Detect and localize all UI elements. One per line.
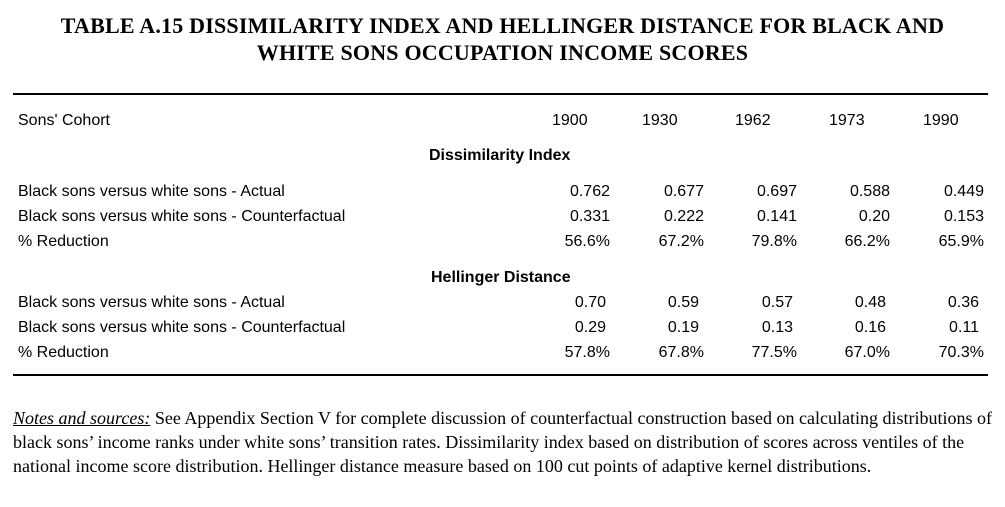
table-cell: 0.19 [667,319,699,336]
table-cell: 67.2% [658,233,704,250]
table-cell: 0.222 [663,208,704,225]
table-cell: 0.16 [854,319,886,336]
row-label: % Reduction [18,233,109,250]
row-label: Black sons versus white sons - Counterfactual [18,208,346,225]
table-title-line-1: TABLE A.15 DISSIMILARITY INDEX AND HELLINGER DISTANCE FOR BLACK AND [60,13,945,38]
notes-text: See Appendix Section V for complete discussion of counterfactual construction based on calculating distributions of black sons’ income ranks under white sons’ transition rates. Dissimilarity index based on distribution of scores across ventiles of the national income score distribution. Hellinger distance measure based on 100 cut points of adaptive kernel distributions. [13,408,992,476]
table-cell: 0.588 [849,183,890,200]
header-label: Sons' Cohort [18,112,110,129]
section-heading-hellinger: Hellinger Distance [431,269,571,286]
table-cell: 0.449 [943,183,984,200]
table-cell: 0.36 [947,294,979,311]
year-header: 1990 [923,112,959,129]
table-cell: 0.20 [858,208,890,225]
table-title [0,12,1005,66]
top-rule [13,93,988,95]
row-label: Black sons versus white sons - Counterfactual [18,319,346,336]
table-cell: 67.0% [844,344,890,361]
table-cell: 0.762 [569,183,610,200]
table-cell: 0.677 [663,183,704,200]
notes-and-sources [13,406,993,478]
table-cell: 0.11 [949,319,979,336]
table-cell: 79.8% [751,233,797,250]
row-label: Black sons versus white sons - Actual [18,183,285,200]
table-cell: 0.48 [854,294,886,311]
table-cell: 0.57 [761,294,793,311]
table-cell: 0.59 [667,294,699,311]
year-header: 1973 [829,112,865,129]
table-cell: 0.697 [756,183,797,200]
row-label: Black sons versus white sons - Actual [18,294,285,311]
table-cell: 70.3% [938,344,984,361]
table-cell: 0.331 [569,208,610,225]
table-cell: 67.8% [658,344,704,361]
table-cell: 66.2% [844,233,890,250]
section-heading-dissimilarity: Dissimilarity Index [429,147,571,164]
table-cell: 0.70 [574,294,606,311]
year-header: 1900 [552,112,588,129]
table-cell: 0.13 [761,319,793,336]
table-cell: 77.5% [751,344,797,361]
table-cell: 0.141 [756,208,797,225]
table-title-line-2: WHITE SONS OCCUPATION INCOME SCORES [256,40,749,65]
year-header: 1962 [735,112,771,129]
table-cell: 65.9% [938,233,984,250]
table-cell: 0.153 [943,208,984,225]
row-label: % Reduction [18,344,109,361]
table-cell: 56.6% [564,233,610,250]
bottom-rule [13,374,988,376]
notes-heading: Notes and sources: [13,408,151,428]
year-header: 1930 [642,112,678,129]
table-cell: 57.8% [564,344,610,361]
table-cell: 0.29 [574,319,606,336]
